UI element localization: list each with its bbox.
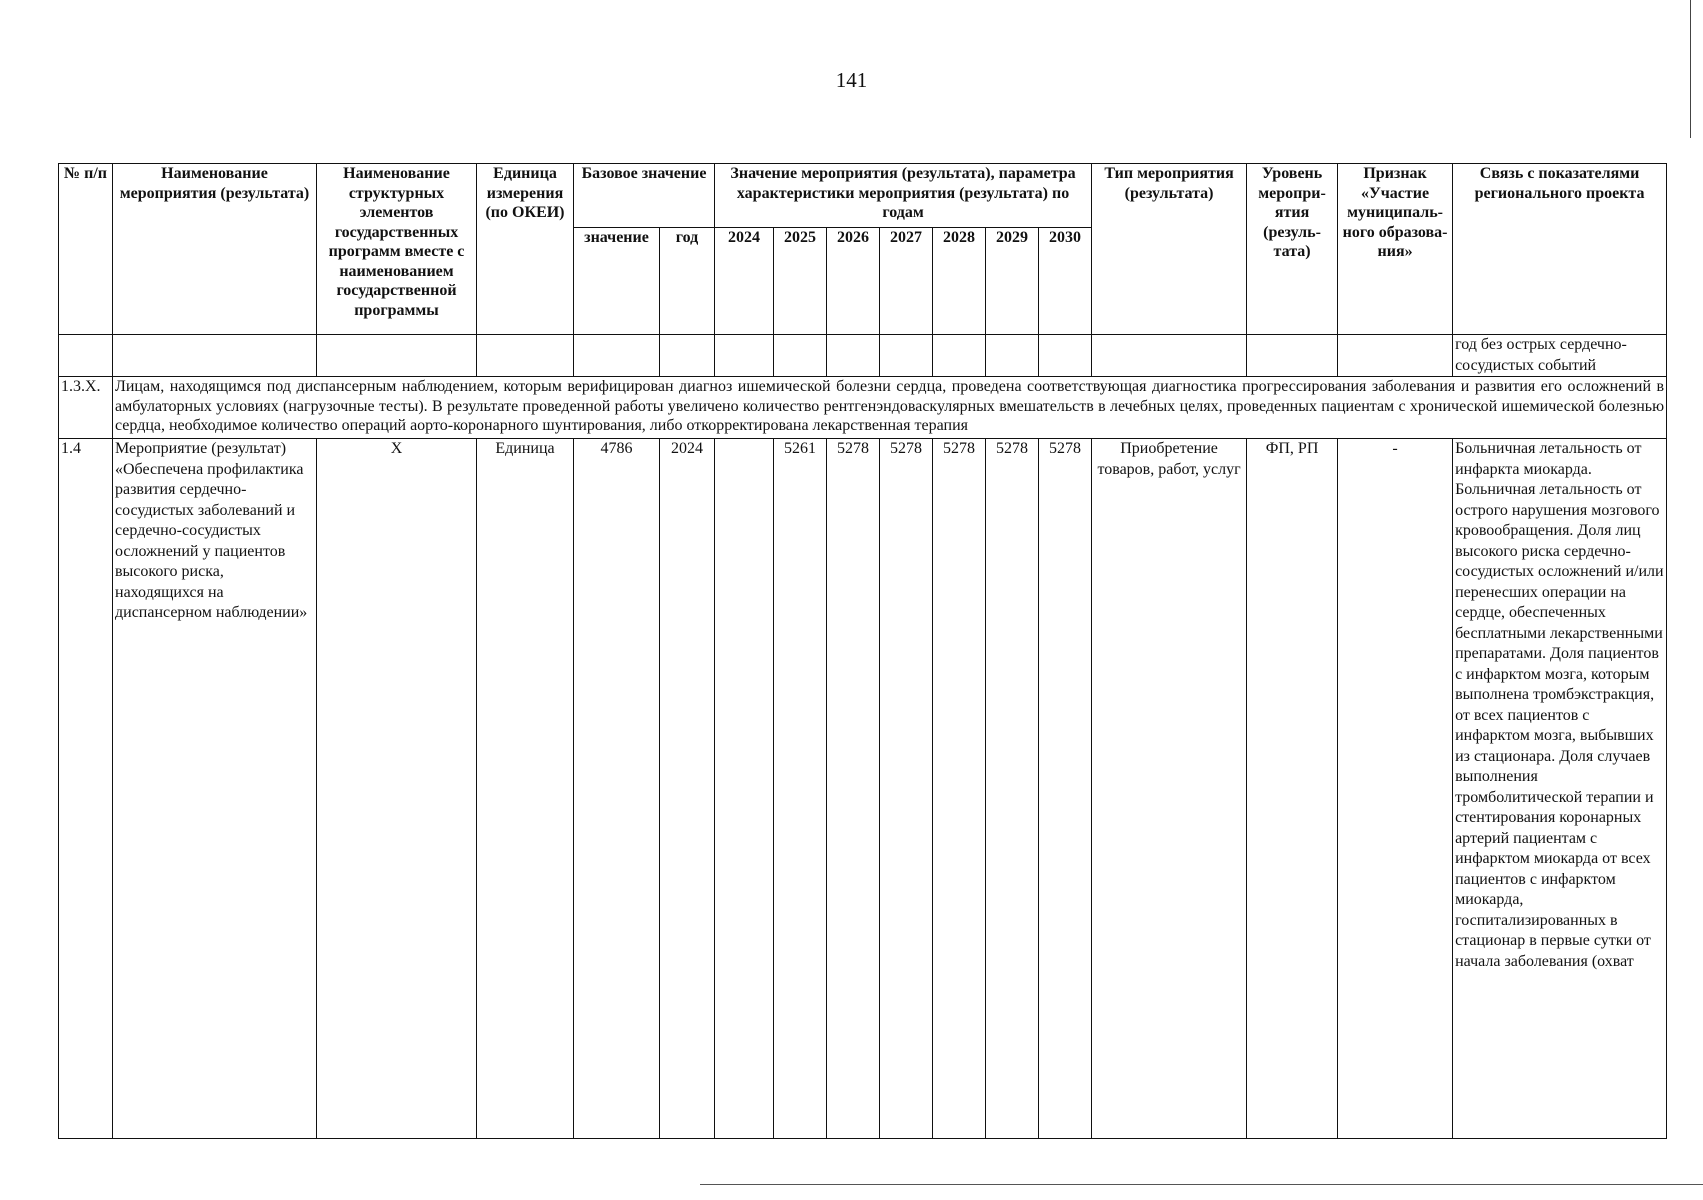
header-type: Тип мероприятия (результата) xyxy=(1092,164,1247,335)
table-row xyxy=(59,439,1667,1139)
row-value-2025: 5261 xyxy=(774,439,827,1139)
row-num: 1.4 xyxy=(59,439,113,1139)
row-base-year: 2024 xyxy=(660,439,715,1139)
header-year-2024: 2024 xyxy=(715,228,774,335)
measures-table xyxy=(58,163,1667,1139)
header-values: Значение мероприятия (результата), параметра характеристики мероприятия (результата) по годам xyxy=(715,164,1092,228)
row-name: Мероприятие (результат) «Обеспечена профилактика развития сердечно-сосудистых заболеваний и сердечно-сосудистых осложнений у пациентов высокого риска, находящихся на диспансерном наблюдении» xyxy=(113,439,317,1139)
row-value-2026: 5278 xyxy=(827,439,880,1139)
row-value-2030: 5278 xyxy=(1039,439,1092,1139)
header-level: Уровень меропри-ятия (резуль-тата) xyxy=(1247,164,1338,335)
header-link: Связь с показателями регионального проекта xyxy=(1453,164,1667,335)
header-year-2028: 2028 xyxy=(933,228,986,335)
header-name: Наименование мероприятия (результата) xyxy=(113,164,317,335)
continuation-row xyxy=(59,335,1667,377)
row-value-2029: 5278 xyxy=(986,439,1039,1139)
header-row-1 xyxy=(59,164,1667,228)
header-num: № п/п xyxy=(59,164,113,335)
header-year-2029: 2029 xyxy=(986,228,1039,335)
row-value-2024 xyxy=(715,439,774,1139)
row-struct: Х xyxy=(317,439,477,1139)
header-year-2030: 2030 xyxy=(1039,228,1092,335)
row-value-2027: 5278 xyxy=(880,439,933,1139)
header-base-year: год xyxy=(660,228,715,335)
row-level: ФП, РП xyxy=(1247,439,1338,1139)
row-value-2028: 5278 xyxy=(933,439,986,1139)
header-base-value: значение xyxy=(574,228,660,335)
header-year-2027: 2027 xyxy=(880,228,933,335)
section-num: 1.3.X. xyxy=(59,377,113,439)
row-unit: Единица xyxy=(477,439,574,1139)
row-type: Приобретение товаров, работ, услуг xyxy=(1092,439,1247,1139)
header-year-2025: 2025 xyxy=(774,228,827,335)
header-unit: Единица измерения (по ОКЕИ) xyxy=(477,164,574,335)
scan-edge-line xyxy=(1690,0,1691,138)
page-number: 141 xyxy=(835,68,868,92)
row-base-value: 4786 xyxy=(574,439,660,1139)
header-year-2026: 2026 xyxy=(827,228,880,335)
continuation-link: год без острых сердечно-сосудистых событий xyxy=(1453,335,1667,377)
section-text: Лицам, находящимся под диспансерным наблюдением, которым верифицирован диагноз ишемической болезни сердца, проведена соответствующая диагностика прогрессирования заболевания и развития его осложнений в амбулаторных условиях (нагрузочные тесты). В результате проведенной работы увеличено количество рентгенэндоваскулярных вмешательств в лечебных целях, проведенных пациентам с хронической ишемической болезнью сердца, необходимое количество операций аорто-коронарного шунтирования, либо откорректирована лекарственная терапия xyxy=(113,377,1667,439)
header-base: Базовое значение xyxy=(574,164,715,228)
section-row xyxy=(59,377,1667,439)
row-link: Больничная летальность от инфаркта миокарда. Больничная летальность от острого нарушения мозгового кровообращения. Доля лиц высокого риска сердечно-сосудистых осложнений и/или перенесших операции на сердце, обеспеченных бесплатными лекарственными препаратами. Доля пациентов с инфарктом мозга, которым выполнена тромбэкстракция, от всех пациентов с инфарктом мозга, выбывших из стационара. Доля случаев выполнения тромболитической терапии и стентирования коронарных артерий пациентам с инфарктом миокарда от всех пациентов с инфарктом миокарда, госпитализированных в стационар в первые сутки от начала заболевания (охват xyxy=(1453,439,1667,1139)
header-struct: Наименование структурных элементов государственных программ вместе с наименованием государственной программы xyxy=(317,164,477,335)
row-municipal: - xyxy=(1338,439,1453,1139)
header-municipal: Признак «Участие муниципаль-ного образова-ния» xyxy=(1338,164,1453,335)
scan-bottom-line xyxy=(700,1184,1703,1185)
